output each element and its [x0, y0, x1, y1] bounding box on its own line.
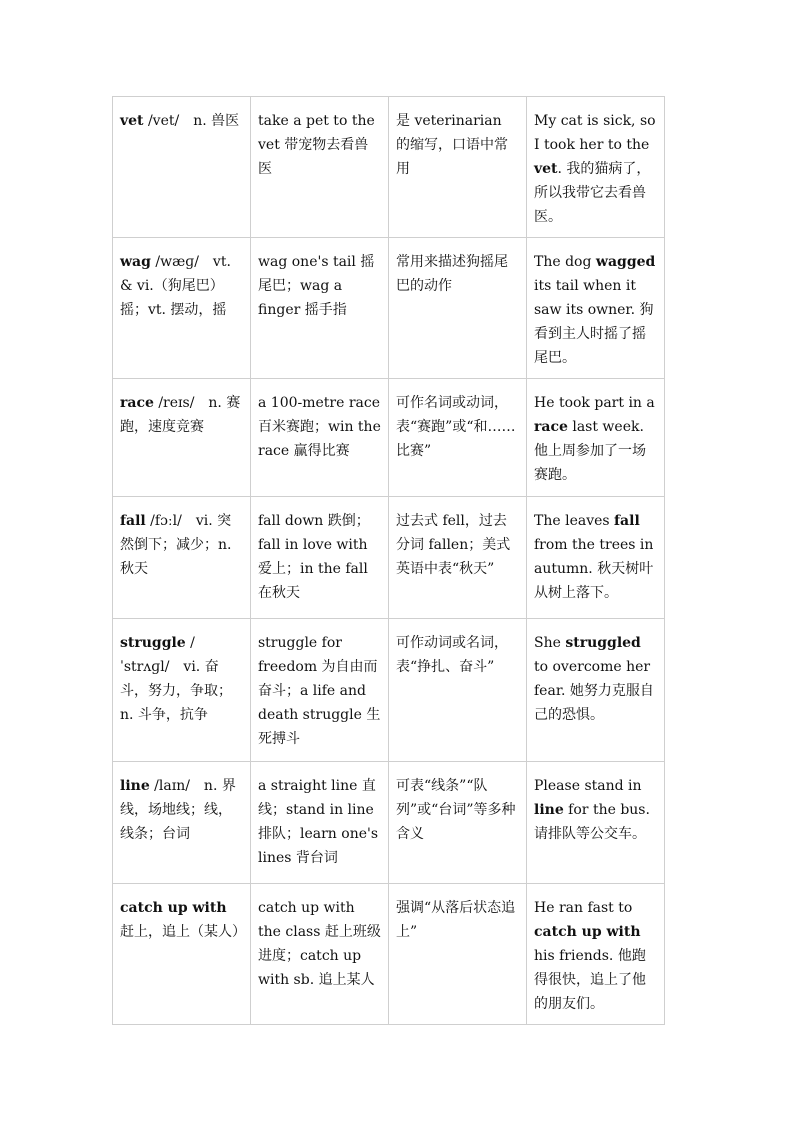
table-row — [113, 619, 665, 762]
definition: 赶上，追上（某人） — [120, 924, 246, 940]
phrases: struggle for freedom 为自由而奋斗；a life and death struggle 生死搏斗 — [258, 635, 381, 747]
example-highlight: wagged — [595, 254, 656, 270]
phrases-cell — [251, 379, 389, 497]
definition: /laɪn/ n. 界线，场地线；线，线条；台词 — [120, 778, 236, 842]
usage-note: 可作动词或名词，表“挣扎、奋斗” — [396, 635, 508, 675]
word-cell — [113, 884, 251, 1025]
word-cell — [113, 762, 251, 884]
example-text: its tail when it saw its owner. 狗看到主人时摇了摇尾巴。 — [534, 278, 654, 366]
example-cell — [527, 884, 665, 1025]
example-text: last week. 他上周参加了一场赛跑。 — [534, 419, 646, 483]
usage-note: 可表“线条”“队列”或“台词”等多种含义 — [396, 778, 516, 842]
phrases: take a pet to the vet 带宠物去看兽医 — [258, 113, 375, 177]
usage-note: 强调“从落后状态追上” — [396, 900, 516, 940]
note-cell — [389, 762, 527, 884]
example-highlight: fall — [614, 513, 640, 529]
table-row — [113, 762, 665, 884]
example-text: My cat is sick, so I took her to the — [534, 113, 656, 153]
example-text: to overcome her fear. 她努力克服自己的恐惧。 — [534, 659, 654, 723]
definition: /wæɡ/ vt. & vi.（狗尾巴）摇；vt. 摆动，摇 — [120, 254, 231, 318]
word-cell — [113, 97, 251, 238]
note-cell — [389, 884, 527, 1025]
example-highlight: catch up with — [534, 924, 641, 940]
headword: fall — [120, 513, 146, 529]
example-highlight: struggled — [565, 635, 641, 651]
example-cell — [527, 497, 665, 619]
word-cell — [113, 497, 251, 619]
example-cell — [527, 97, 665, 238]
note-cell — [389, 379, 527, 497]
usage-note: 是 veterinarian 的缩写，口语中常用 — [396, 113, 508, 177]
phrases-cell — [251, 97, 389, 238]
phrases: fall down 跌倒；fall in love with 爱上；in the fall 在秋天 — [258, 513, 370, 601]
note-cell — [389, 497, 527, 619]
headword: vet — [120, 113, 144, 129]
example-text: . 我的猫病了，所以我带它去看兽医。 — [534, 161, 651, 225]
example-highlight: race — [534, 419, 568, 435]
example-text: his friends. 他跑得很快，追上了他的朋友们。 — [534, 948, 646, 1012]
definition: /reɪs/ n. 赛跑，速度竞赛 — [120, 395, 241, 435]
example-text: He ran fast to — [534, 900, 633, 916]
example-text: The dog — [534, 254, 596, 270]
headword: race — [120, 395, 154, 411]
example-highlight: line — [534, 802, 564, 818]
phrases-cell — [251, 619, 389, 762]
phrases: wag one's tail 摇尾巴；wag a finger 摇手指 — [258, 254, 375, 318]
phrases: catch up with the class 赶上班级进度；catch up with sb. 追上某人 — [258, 900, 381, 988]
example-cell — [527, 619, 665, 762]
word-cell — [113, 238, 251, 379]
table-row — [113, 238, 665, 379]
usage-note: 常用来描述狗摇尾巴的动作 — [396, 254, 508, 294]
note-cell — [389, 97, 527, 238]
example-highlight: vet — [534, 161, 558, 177]
example-text: The leaves — [534, 513, 615, 529]
headword: wag — [120, 254, 151, 270]
note-cell — [389, 619, 527, 762]
table-row — [113, 884, 665, 1025]
usage-note: 可作名词或动词，表“赛跑”或“和……比赛” — [396, 395, 516, 459]
headword: struggle — [120, 635, 186, 651]
example-cell — [527, 379, 665, 497]
example-cell — [527, 762, 665, 884]
word-cell — [113, 379, 251, 497]
example-text: Please stand in — [534, 778, 642, 794]
definition: /ˈstrʌɡl/ vi. 奋斗，努力，争取；n. 斗争，抗争 — [120, 635, 232, 723]
example-cell — [527, 238, 665, 379]
table-row — [113, 497, 665, 619]
example-text: He took part in a — [534, 395, 655, 411]
note-cell — [389, 238, 527, 379]
example-text: for the bus. 请排队等公交车。 — [534, 802, 650, 842]
phrases-cell — [251, 497, 389, 619]
phrases-cell — [251, 884, 389, 1025]
phrases-cell — [251, 762, 389, 884]
phrases-cell — [251, 238, 389, 379]
definition: /fɔːl/ vi. 突然倒下；减少；n. 秋天 — [120, 513, 232, 577]
definition: /vet/ n. 兽医 — [143, 113, 240, 129]
headword: line — [120, 778, 150, 794]
phrases: a straight line 直线；stand in line 排队；learn one's lines 背台词 — [258, 778, 379, 866]
headword: catch up with — [120, 900, 227, 916]
vocabulary-table — [112, 96, 665, 1025]
example-text: She — [534, 635, 566, 651]
usage-note: 过去式 fell，过去分词 fallen；美式英语中表“秋天” — [396, 513, 511, 577]
table-row — [113, 379, 665, 497]
phrases: a 100-metre race 百米赛跑；win the race 赢得比赛 — [258, 395, 381, 459]
table-row — [113, 97, 665, 238]
example-text: from the trees in autumn. 秋天树叶从树上落下。 — [534, 537, 654, 601]
vocabulary-table-body — [113, 97, 665, 1025]
word-cell — [113, 619, 251, 762]
